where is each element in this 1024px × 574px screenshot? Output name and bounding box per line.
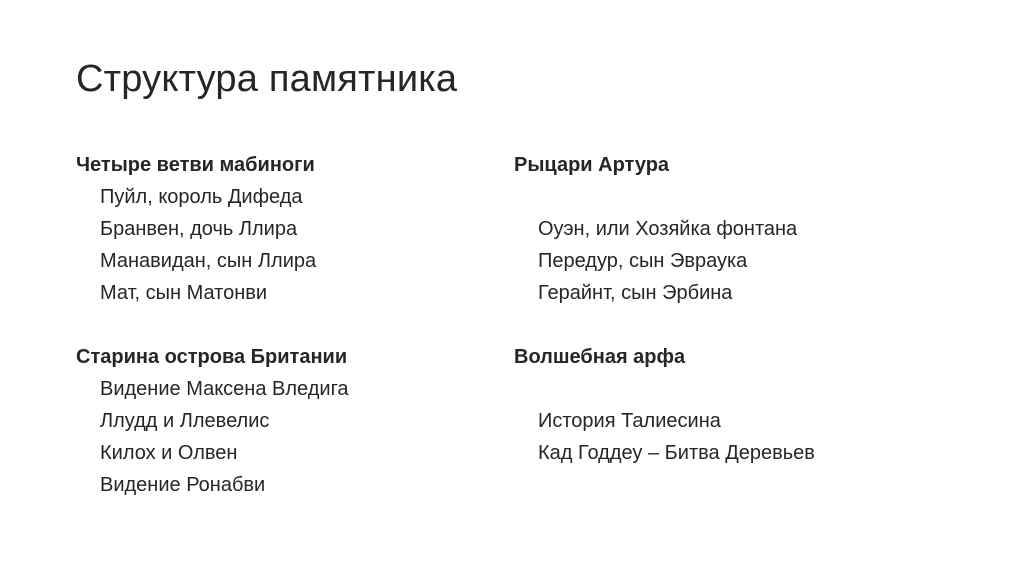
list-item: Пуйл, король Дифеда xyxy=(100,186,303,208)
list-item: Оуэн, или Хозяйка фонтана xyxy=(538,218,798,240)
blank-line xyxy=(514,373,954,405)
section-heading: Четыре ветви мабиноги xyxy=(76,154,315,176)
list-item: История Талиесина xyxy=(538,410,721,432)
section-heading: Старина острова Британии xyxy=(76,346,348,368)
section-magic-harp xyxy=(514,341,954,469)
list-item: Передур, сын Эвраука xyxy=(538,250,748,272)
section-list xyxy=(514,405,954,469)
section-list xyxy=(514,213,954,309)
list-item: Манавидан, сын Ллира xyxy=(100,250,317,272)
blank-line xyxy=(514,181,954,213)
list-item: Мат, сын Матонви xyxy=(100,282,268,304)
list-item: Видение Максена Вледига xyxy=(100,378,349,400)
list-item: Килох и Олвен xyxy=(100,442,238,464)
list-item: Видение Ронабви xyxy=(100,474,266,496)
section-list xyxy=(76,373,496,501)
section-list xyxy=(76,181,496,309)
section-four-branches xyxy=(76,149,496,309)
section-arthur-knights xyxy=(514,149,954,309)
list-item: Ллудд и Ллевелис xyxy=(100,410,270,432)
left-column xyxy=(76,149,496,501)
right-column xyxy=(514,149,954,469)
section-heading: Волшебная арфа xyxy=(514,346,686,368)
section-heading: Рыцари Артура xyxy=(514,154,670,176)
list-item: Бранвен, дочь Ллира xyxy=(100,218,298,240)
list-item: Кад Годдеу – Битва Деревьев xyxy=(538,442,815,464)
section-old-britain xyxy=(76,341,496,501)
slide-title: Структура памятника xyxy=(76,58,458,100)
list-item: Герайнт, сын Эрбина xyxy=(538,282,733,304)
